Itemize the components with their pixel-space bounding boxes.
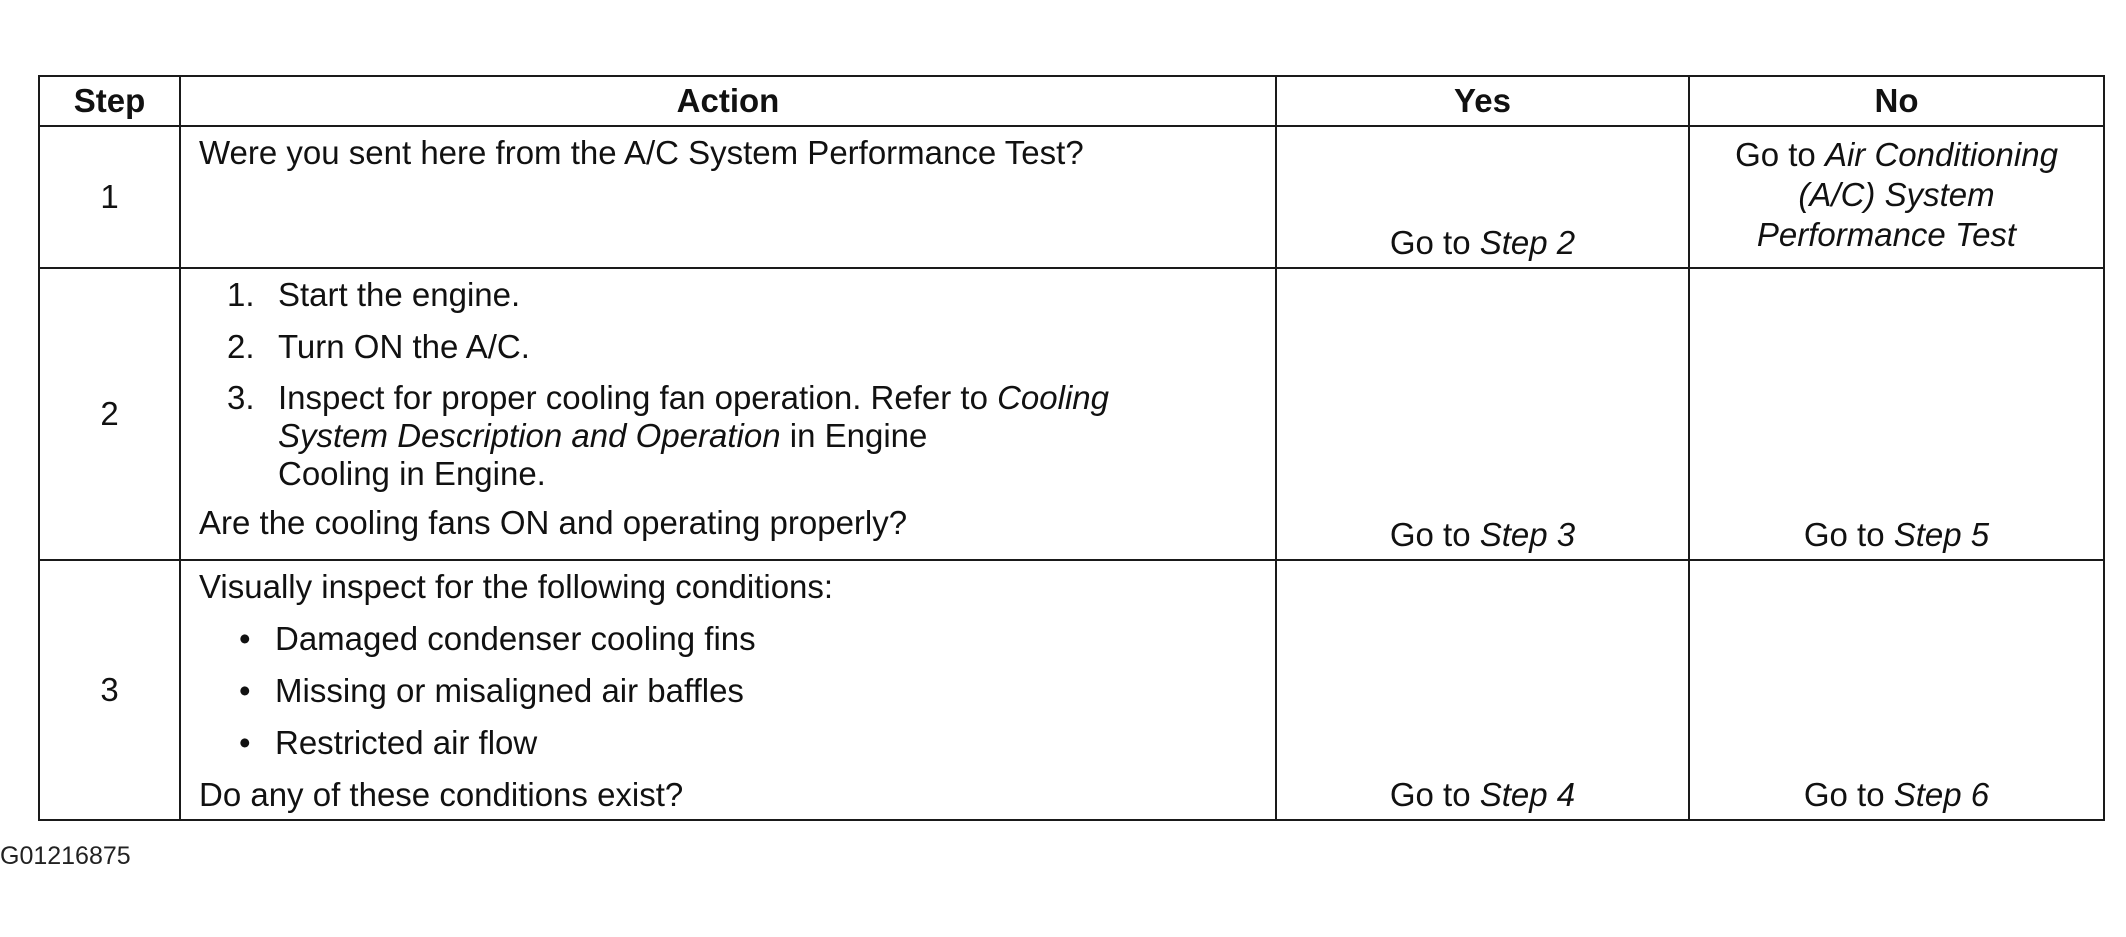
action-question: Are the cooling fans ON and operating properly?	[199, 504, 908, 541]
cooling-link-part[interactable]: System Description and Operation	[278, 417, 781, 454]
no-cell	[1689, 268, 2104, 560]
list-number: 2.	[227, 328, 255, 365]
numbered-list	[199, 275, 1275, 493]
no-prefix: Go to	[1735, 136, 1825, 173]
figure-id: G01216875	[0, 842, 131, 870]
no-result	[1690, 515, 2103, 555]
yes-step-link[interactable]: Step 4	[1479, 776, 1576, 813]
no-link-line-1[interactable]: Air Conditioning	[1824, 136, 2058, 173]
step-number: 3	[39, 560, 180, 820]
header-yes: Yes	[1276, 76, 1689, 126]
action-cell	[180, 560, 1276, 820]
yes-step-link[interactable]: Step 3	[1479, 516, 1576, 553]
diagnostic-table	[38, 75, 2105, 821]
yes-prefix: Go to	[1389, 516, 1480, 553]
yes-step-link[interactable]: Step 2	[1479, 224, 1576, 261]
yes-cell	[1276, 268, 1689, 560]
no-result	[1690, 775, 2103, 815]
list-item	[199, 619, 1275, 659]
list-text-part: Inspect for proper cooling fan operation. Refer to	[278, 379, 998, 416]
yes-result	[1277, 775, 1688, 815]
list-item	[199, 327, 1275, 367]
bullet-icon: •	[239, 724, 251, 761]
bullet-icon: •	[239, 620, 251, 657]
yes-cell	[1276, 560, 1689, 820]
action-cell	[180, 268, 1276, 560]
list-number: 1.	[227, 276, 255, 313]
list-item	[199, 379, 1275, 493]
list-item	[199, 671, 1275, 711]
yes-result	[1277, 515, 1688, 555]
list-text-part: in Engine	[780, 417, 928, 454]
no-cell	[1689, 126, 2104, 268]
list-text: Turn ON the A/C.	[278, 328, 530, 365]
no-result	[1690, 135, 2103, 255]
yes-prefix: Go to	[1389, 776, 1480, 813]
step-number: 2	[39, 268, 180, 560]
yes-prefix: Go to	[1389, 224, 1480, 261]
table-row-step-1	[39, 126, 2104, 268]
list-text	[278, 379, 1275, 493]
list-text-part: Cooling in Engine.	[278, 455, 546, 492]
header-no: No	[1689, 76, 2104, 126]
no-link-line-3[interactable]: Performance Test	[1756, 216, 2017, 253]
no-prefix: Go to	[1803, 516, 1894, 553]
action-question: Were you sent here from the A/C System Performance Test?	[199, 134, 1084, 171]
no-step-link[interactable]: Step 5	[1893, 516, 1990, 553]
list-item	[199, 723, 1275, 763]
action-question: Do any of these conditions exist?	[199, 776, 684, 813]
bullet-icon: •	[239, 672, 251, 709]
list-item	[199, 275, 1275, 315]
action-cell	[180, 126, 1276, 268]
cooling-link-part[interactable]: Cooling	[997, 379, 1110, 416]
action-intro: Visually inspect for the following conditions:	[199, 568, 834, 605]
yes-cell	[1276, 126, 1689, 268]
no-prefix: Go to	[1803, 776, 1894, 813]
yes-result	[1277, 223, 1688, 263]
list-text: Start the engine.	[278, 276, 521, 313]
list-text: Damaged condenser cooling fins	[275, 620, 756, 657]
list-text: Missing or misaligned air baffles	[275, 672, 744, 709]
step-number: 1	[39, 126, 180, 268]
no-cell	[1689, 560, 2104, 820]
table-row-step-3	[39, 560, 2104, 820]
header-step: Step	[39, 76, 180, 126]
table-row-step-2	[39, 268, 2104, 560]
list-text: Restricted air flow	[275, 724, 538, 761]
no-step-link[interactable]: Step 6	[1893, 776, 1990, 813]
header-row	[39, 76, 2104, 126]
list-number: 3.	[227, 379, 255, 416]
header-action: Action	[180, 76, 1276, 126]
no-link-line-2[interactable]: (A/C) System	[1798, 176, 1995, 213]
